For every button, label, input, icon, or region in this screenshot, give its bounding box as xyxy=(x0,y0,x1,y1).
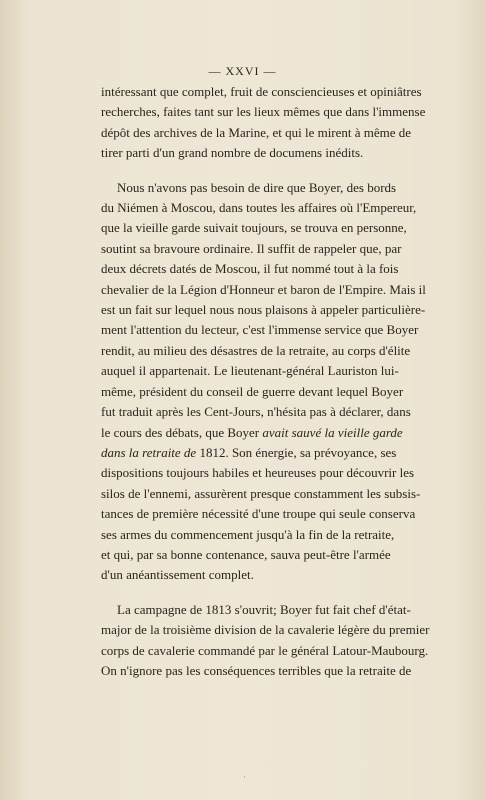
italic-run: avait sauvé la vieille garde xyxy=(262,424,403,440)
text-line: chevalier de la Légion d'Honneur et baron de l'Empire. Mais il xyxy=(101,281,426,297)
text-line: ses armes du commencement jusqu'à la fin de la retraite, xyxy=(101,526,395,542)
text-line: que la vieille garde suivait toujours, se trouva en personne, xyxy=(101,220,407,236)
italic-run: dans la retraite de xyxy=(101,444,197,460)
text-line: rendit, au milieu des désastres de la retraite, au corps d'élite xyxy=(101,342,411,358)
text-line xyxy=(101,443,397,463)
text-line: deux décrets datés de Moscou, il fut nommé tout à la fois xyxy=(101,261,399,277)
text-line: Nous n'avons pas besoin de dire que Boyer, des bords xyxy=(117,179,397,195)
text-line: et qui, par sa bonne contenance, sauva peut-être l'armée xyxy=(101,546,391,562)
text-line: fut traduit après les Cent-Jours, n'hésita pas à déclarer, dans xyxy=(101,404,411,420)
text-line: même, président du conseil de guerre devant lequel Boyer xyxy=(101,383,404,399)
text-line: du Niémen à Moscou, dans toutes les affaires où l'Empereur, xyxy=(101,200,417,216)
text-line xyxy=(101,423,403,443)
text-line: recherches, faites tant sur les lieux mêmes que dans l'immense xyxy=(101,104,426,120)
text-line: auquel il appartenait. Le lieutenant-général Lauriston lui- xyxy=(101,363,399,379)
text-line: La campagne de 1813 s'ouvrit; Boyer fut fait chef d'état- xyxy=(117,601,411,617)
body-text xyxy=(101,82,430,681)
text-line: est un fait sur lequel nous nous plaisons à appeler particulière- xyxy=(101,302,426,318)
paragraph-2 xyxy=(101,178,426,586)
paragraph-3 xyxy=(101,600,430,682)
text-line: tances de première nécessité d'une troupe qui seule conserva xyxy=(101,506,416,522)
paragraph-1 xyxy=(101,82,426,164)
text-run: 1812. Son énergie, sa prévoyance, ses xyxy=(199,444,397,460)
page-speck: · xyxy=(243,772,246,782)
text-line: d'un anéantissement complet. xyxy=(101,567,254,583)
text-run: le cours des débats, que Boyer xyxy=(101,424,260,440)
text-line: dépôt des archives de la Marine, et qui le mirent à même de xyxy=(101,124,412,140)
text-line: tirer parti d'un grand nombre de documens inédits. xyxy=(101,145,364,161)
text-line: corps de cavalerie commandé par le général Latour-Maubourg. xyxy=(101,642,429,658)
text-line: On n'ignore pas les conséquences terribles que la retraite de xyxy=(101,662,412,678)
text-line: dispositions toujours habiles et heureuses pour découvrir les xyxy=(101,465,415,481)
text-line: intéressant que complet, fruit de consciencieuses et opiniâtres xyxy=(101,84,422,99)
text-line: soutint sa bravoure ordinaire. Il suffit de rappeler que, par xyxy=(101,240,402,256)
page-number-header: — XXVI — xyxy=(208,64,277,78)
text-line: major de la troisième division de la cavalerie légère du premier xyxy=(101,622,430,638)
text-line: silos de l'ennemi, assurèrent presque constamment les subsis- xyxy=(101,485,421,501)
text-line: ment l'attention du lecteur, c'est l'immense service que Boyer xyxy=(101,322,419,338)
